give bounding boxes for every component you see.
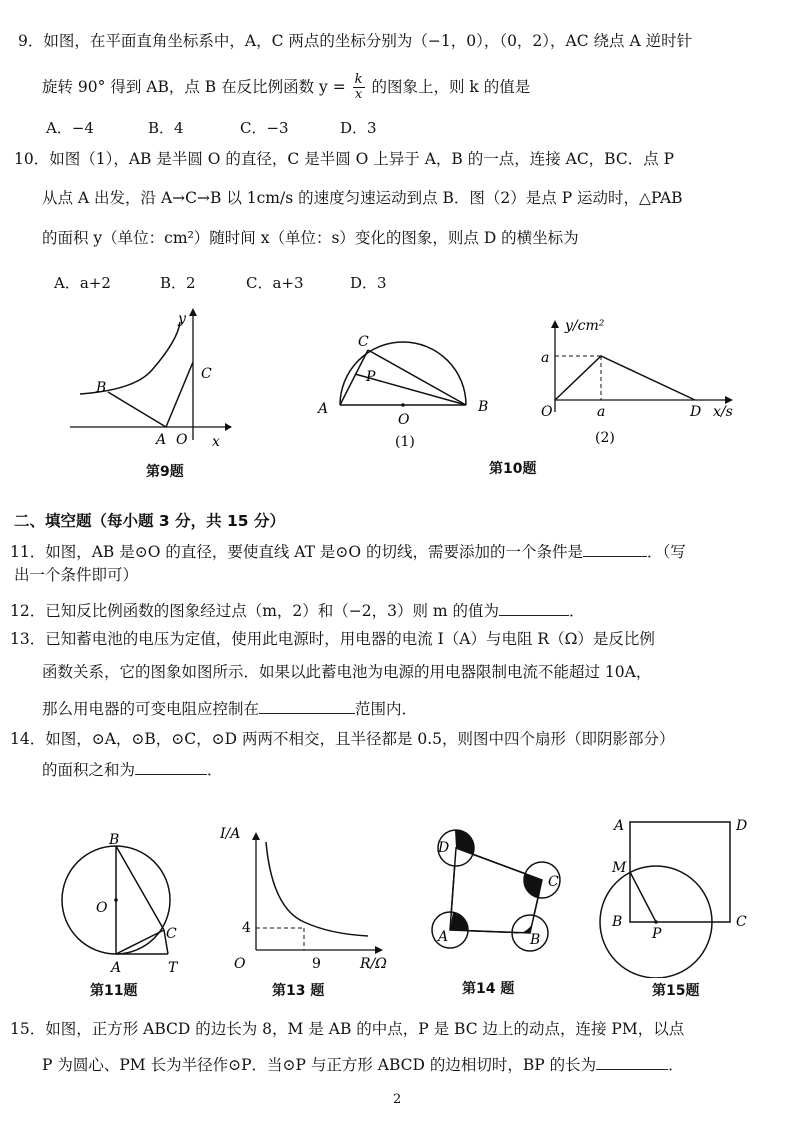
fig10a-label-a: A (318, 401, 329, 417)
fig10a-center-dot (401, 403, 405, 407)
fig11-caption: 第11题 (90, 983, 138, 999)
q10-option-c: C．a+3 (246, 274, 304, 292)
q11-line1 (10, 542, 686, 561)
q12-line (10, 601, 585, 620)
fig9-segment-ac (166, 362, 193, 427)
figure-11 (60, 830, 200, 980)
q14-line2 (42, 760, 223, 779)
fig9-label-x: x (212, 434, 220, 450)
fig15-label-p: P (652, 926, 662, 942)
fig11-segment-ac (116, 930, 164, 954)
fig11-label-t: T (168, 960, 178, 976)
q11-answer-blank[interactable] (583, 542, 647, 557)
fig13-caption: 第13 题 (272, 983, 325, 999)
q10-text-1: 如图（1），AB 是半圆 O 的直径，C 是半圆 O 上异于 A，B 的一点，连接 AC，BC．点 P (49, 150, 675, 168)
fig13-label-r: R/Ω (360, 956, 387, 972)
fig13-label-4: 4 (242, 920, 251, 936)
q9-frac-den: x (354, 87, 363, 103)
fig14-caption: 第14 题 (462, 981, 515, 997)
fig9-segment-ab (108, 392, 166, 427)
q9-line1 (18, 34, 692, 50)
fig11-label-a: A (111, 960, 122, 976)
fig13-y-arrow (252, 832, 260, 840)
fig15-caption: 第15题 (652, 983, 700, 999)
q9-text-2a: 旋转 90° 得到 AB，点 B 在反比例函数 y = (42, 77, 346, 96)
fig14-sector-a (450, 912, 468, 930)
fig14-label-b: B (530, 932, 541, 948)
q14-tail: ． (207, 761, 223, 779)
fig11-label-o: O (96, 900, 108, 916)
fig14-label-c: C (548, 874, 559, 890)
q14-text-2: 的面积之和为 (42, 761, 136, 779)
fig10b-y-arrow (551, 320, 559, 328)
q9-option-b: B．4 (148, 119, 184, 137)
figure-10-1 (310, 322, 500, 452)
q14-line1: 14．如图，⊙A，⊙B，⊙C，⊙D 两两不相交，且半径都是 0.5，则图中四个扇形（即阴影部分） (10, 730, 675, 748)
fig13-label-9: 9 (312, 956, 321, 972)
q13-line1: 13．已知蓄电池的电压为定值，使用此电源时，用电器的电流 I（A）与电阻 R（Ω）是反比例 (10, 630, 655, 648)
fig10a-caption: (1) (395, 434, 415, 450)
q9-frac-num: k (354, 72, 363, 87)
fig10a-label-o: O (398, 412, 410, 428)
fig10b-label-y: y/cm² (565, 318, 605, 334)
q12-text: 12．已知反比例函数的图象经过点（m，2）和（−2，3）则 m 的值为 (10, 602, 500, 620)
fig9-y-arrow (189, 308, 197, 316)
fig9-caption: 第9题 (146, 464, 184, 480)
fig10b-x-arrow (725, 396, 733, 404)
figure-13 (220, 818, 400, 978)
q11-line2: 出一个条件即可） (14, 566, 139, 584)
fig15-label-b: B (612, 914, 623, 930)
fig15-segment-pm (630, 872, 656, 922)
fig10b-graph (555, 356, 695, 400)
q10-option-a: A．a+2 (54, 274, 111, 292)
figure-15 (598, 808, 768, 978)
fig9-label-c: C (201, 366, 212, 382)
q11-tail: ．（写 (647, 543, 686, 561)
fig11-center-dot (114, 898, 118, 902)
fig10b-label-a-y: a (541, 350, 550, 366)
q14-answer-blank[interactable] (135, 760, 207, 775)
section-2-heading: 二、填空题（每小题 3 分，共 15 分） (14, 512, 285, 530)
fig9-label-o: O (176, 432, 188, 448)
fig9-label-y: y (178, 311, 186, 327)
fig15-label-m: M (612, 860, 627, 876)
q10-line3: 的面积 y（单位：cm²）随时间 x（单位：s）变化的图象，则点 D 的横坐标为 (42, 229, 579, 247)
fig10a-label-b: B (478, 399, 489, 415)
q10-option-d: D．3 (350, 274, 387, 292)
fig10a-segment-cb (368, 350, 466, 405)
q12-tail: ． (569, 602, 585, 620)
fig10b-label-x: x/s (713, 404, 733, 420)
q11-text: 11．如图，AB 是⊙O 的直径，要使直线 AT 是⊙O 的切线，需要添加的一个条件是 (10, 543, 584, 561)
fig10-caption: 第10题 (489, 461, 537, 477)
q13-answer-blank[interactable] (259, 699, 355, 714)
q13-text-3a: 那么用电器的可变电阻应控制在 (42, 700, 260, 718)
q12-answer-blank[interactable] (499, 601, 569, 616)
q9-line2 (42, 73, 530, 103)
fig10b-label-a-x: a (597, 404, 606, 420)
q13-line3 (42, 699, 417, 718)
fig13-label-ia: I/A (220, 826, 241, 842)
fig9-label-a: A (156, 432, 167, 448)
fig11-label-c: C (166, 926, 177, 942)
fig15-label-a: A (614, 818, 625, 834)
fig15-center-dot (654, 920, 658, 924)
figure-9 (60, 300, 240, 455)
fig14-label-d: D (438, 840, 450, 856)
q9-option-a: A．−4 (46, 119, 94, 137)
fig10a-segment-ac (340, 350, 368, 405)
q10-line2: 从点 A 出发，沿 A→C→B 以 1cm/s 的速度匀速运动到点 B．图（2）是点 P 运动时，△PAB (42, 189, 683, 207)
q9-text-1: 如图，在平面直角坐标系中，A，C 两点的坐标分别为（−1，0），（0，2），AC 绕点 A 逆时针 (43, 32, 693, 50)
fig15-label-c: C (736, 914, 747, 930)
fig13-x-arrow (375, 946, 383, 954)
q15-tail: ． (668, 1056, 684, 1074)
fig15-label-d: D (736, 818, 748, 834)
fig10a-semicircle (340, 342, 466, 405)
q10-option-b: B．2 (160, 274, 196, 292)
fig11-label-b: B (109, 832, 120, 848)
q15-line2 (42, 1055, 684, 1074)
q10-line1 (14, 152, 674, 168)
fig10a-label-p: P (366, 369, 376, 385)
q9-option-c: C．−3 (240, 119, 289, 137)
fig9-label-b: B (96, 380, 107, 396)
q9-option-d: D．3 (340, 119, 377, 137)
q13-line2: 函数关系，它的图象如图所示．如果以此蓄电池为电源的用电器限制电流不能超过 10A， (42, 663, 652, 681)
q13-text-3b: 范围内． (355, 700, 418, 718)
page-number: 2 (393, 1092, 402, 1107)
q15-line1: 15．如图，正方形 ABCD 的边长为 8，M 是 AB 的中点，P 是 BC 边上的动点，连接 PM，以点 (10, 1020, 685, 1038)
fig14-label-a: A (438, 929, 449, 945)
fig9-x-arrow (225, 423, 232, 431)
fig9-hyperbola (80, 322, 180, 394)
figure-10-2 (535, 312, 760, 452)
fig10b-label-d: D (690, 404, 702, 420)
fig13-curve (266, 842, 368, 936)
fig13-label-o: O (234, 956, 246, 972)
fig11-segment-bc (116, 846, 164, 930)
q15-text-2: P 为圆心、PM 长为半径作⊙P．当⊙P 与正方形 ABCD 的边相切时，BP 的长为 (42, 1056, 597, 1074)
q9-text-2b: 的图象上，则 k 的值是 (371, 77, 531, 96)
figure-14 (418, 818, 568, 968)
fig10b-caption: (2) (595, 430, 615, 446)
fig10b-label-o: O (541, 404, 553, 420)
q9-fraction (353, 73, 365, 103)
q9-number: 9． (18, 32, 44, 50)
fig10a-label-c: C (358, 334, 369, 350)
q10-number: 10． (14, 150, 50, 168)
q15-answer-blank[interactable] (596, 1055, 668, 1070)
